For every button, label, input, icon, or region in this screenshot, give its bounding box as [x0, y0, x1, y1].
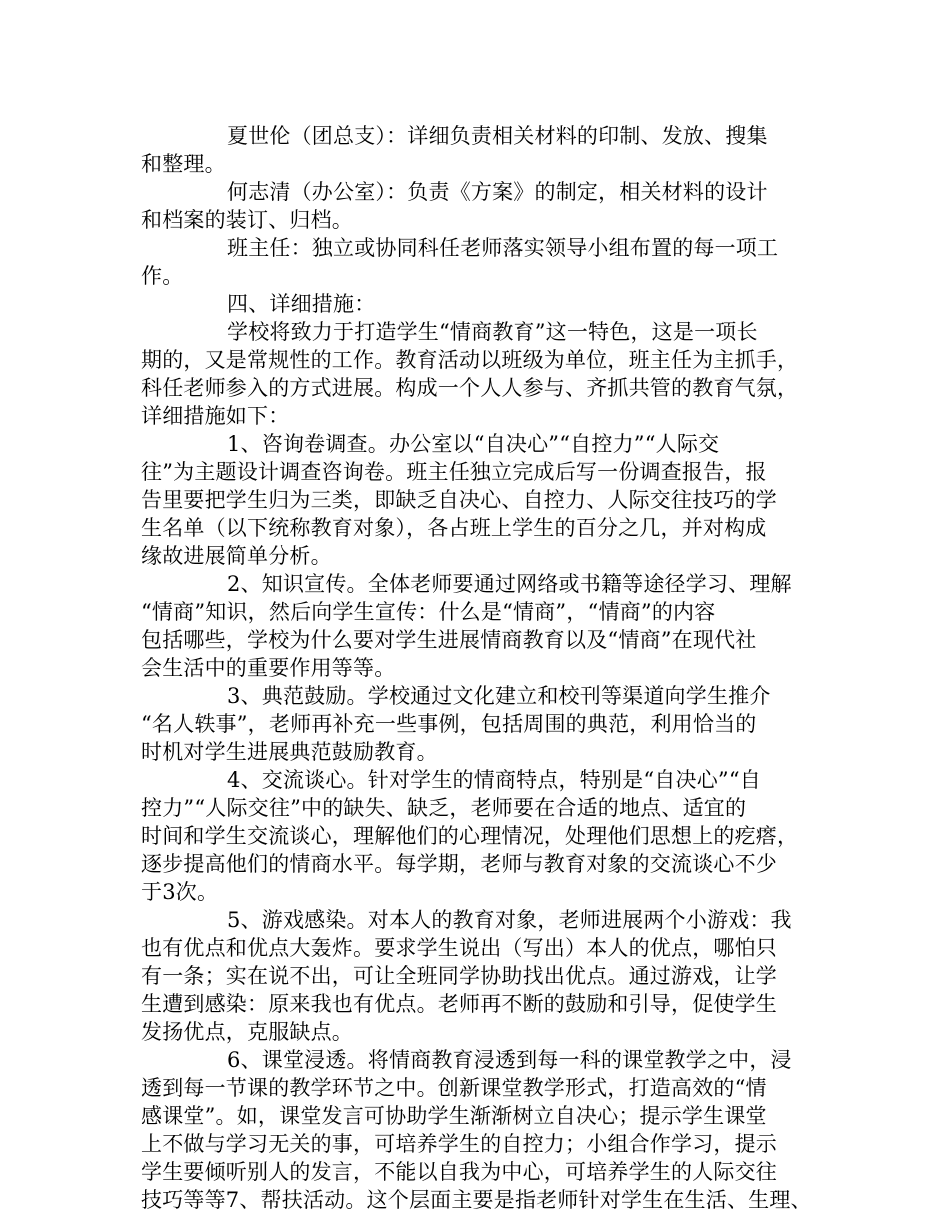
paragraph-first-line: 4、交流谈心。针对学生的情商特点，特别是“自决心”“自: [227, 768, 761, 792]
paragraph-line: 上不做与学习无关的事，可培养学生的自控力；小组合作学习，提示: [141, 1132, 777, 1156]
paragraph-line: 和整理。: [141, 152, 226, 176]
paragraph-first-line: 四、详细措施：: [227, 292, 376, 316]
paragraph-line: 发扬优点，克服缺点。: [141, 1020, 353, 1044]
paragraph-line: 和档案的装订、归档。: [141, 208, 353, 232]
paragraph-line: 时间和学生交流谈心，理解他们的心理情况，处理他们思想上的疙瘩，: [141, 824, 799, 848]
paragraph-line: 逐步提高他们的情商水平。每学期，老师与教育对象的交流谈心不少: [141, 852, 777, 876]
paragraph-line: 透到每一节课的教学环节之中。创新课堂教学形式，打造高效的“情: [141, 1076, 767, 1100]
paragraph-first-line: 6、课堂浸透。将情商教育浸透到每一科的课堂教学之中，浸: [227, 1048, 792, 1072]
paragraph-first-line: 学校将致力于打造学生“情商教育”这一特色，这是一项长: [227, 320, 758, 344]
paragraph-first-line: 3、典范鼓励。学校通过文化建立和校刊等渠道向学生推介: [227, 684, 771, 708]
paragraph-line: 告里要把学生归为三类，即缺乏自决心、自控力、人际交往技巧的学: [141, 488, 777, 512]
paragraph-line: 时机对学生进展典范鼓励教育。: [141, 740, 438, 764]
document-body: [141, 122, 821, 1214]
paragraph-first-line: 何志清（办公室）：负责《方案》的制定，相关材料的设计: [227, 180, 768, 204]
paragraph-line: 包括哪些，学校为什么要对学生进展情商教育以及“情商”在现代社: [141, 628, 757, 652]
paragraph-first-line: 1、咨询卷调查。办公室以“自决心”“自控力”“人际交: [227, 432, 720, 456]
paragraph-line: 感课堂”。如，课堂发言可协助学生渐渐树立自决心；提示学生课堂: [141, 1104, 767, 1128]
paragraph-line: 生遭到感染：原来我也有优点。老师再不断的鼓励和引导，促使学生: [141, 992, 777, 1016]
paragraph-first-line: 5、游戏感染。对本人的教育对象，老师进展两个小游戏：我: [227, 908, 792, 932]
paragraph-line: 有一条；实在说不出，可让全班同学协助找出优点。通过游戏，让学: [141, 964, 777, 988]
paragraph-line: “名人轶事”，老师再补充一些事例，包括周围的典范，利用恰当的: [141, 712, 757, 736]
paragraph-line: 也有优点和优点大轰炸。要求学生说出（写出）本人的优点，哪怕只: [141, 936, 777, 960]
paragraph-line: 期的，又是常规性的工作。教育活动以班级为单位，班主任为主抓手，: [141, 348, 799, 372]
paragraph-line: 作。: [141, 264, 184, 288]
paragraph-line: 于3次。: [141, 880, 219, 904]
paragraph-line: 生名单（以下统称教育对象），各占班上学生的百分之几，并对构成: [141, 516, 767, 540]
paragraph-line: 技巧等等7、帮扶活动。这个层面主要是指老师针对学生在生活、生理、: [141, 1188, 812, 1212]
paragraph-line: 科任老师参入的方式进展。构成一个人人参与、齐抓共管的教育气氛，: [141, 376, 799, 400]
paragraph-line: 控力”“人际交往”中的缺失、缺乏，老师要在合适的地点、适宜的: [141, 796, 747, 820]
paragraph-line: 往”为主题设计调查咨询卷。班主任独立完成后写一份调查报告，报: [141, 460, 767, 484]
paragraph-line: 缘故进展简单分析。: [141, 544, 332, 568]
paragraph-line: 学生要倾听别人的发言，不能以自我为中心，可培养学生的人际交往: [141, 1160, 777, 1184]
paragraph-first-line: 2、知识宣传。全体老师要通过网络或书籍等途径学习、理解: [227, 572, 792, 596]
paragraph-line: “情商”知识，然后向学生宣传：什么是“情商”，“情商”的内容: [141, 600, 716, 624]
paragraph-first-line: 班主任：独立或协同科任老师落实领导小组布置的每一项工: [227, 236, 779, 260]
paragraph-line: 会生活中的重要作用等等。: [141, 656, 396, 680]
paragraph-first-line: 夏世伦（团总支）：详细负责相关材料的印制、发放、搜集: [227, 124, 768, 148]
paragraph-line: 详细措施如下：: [141, 404, 290, 428]
